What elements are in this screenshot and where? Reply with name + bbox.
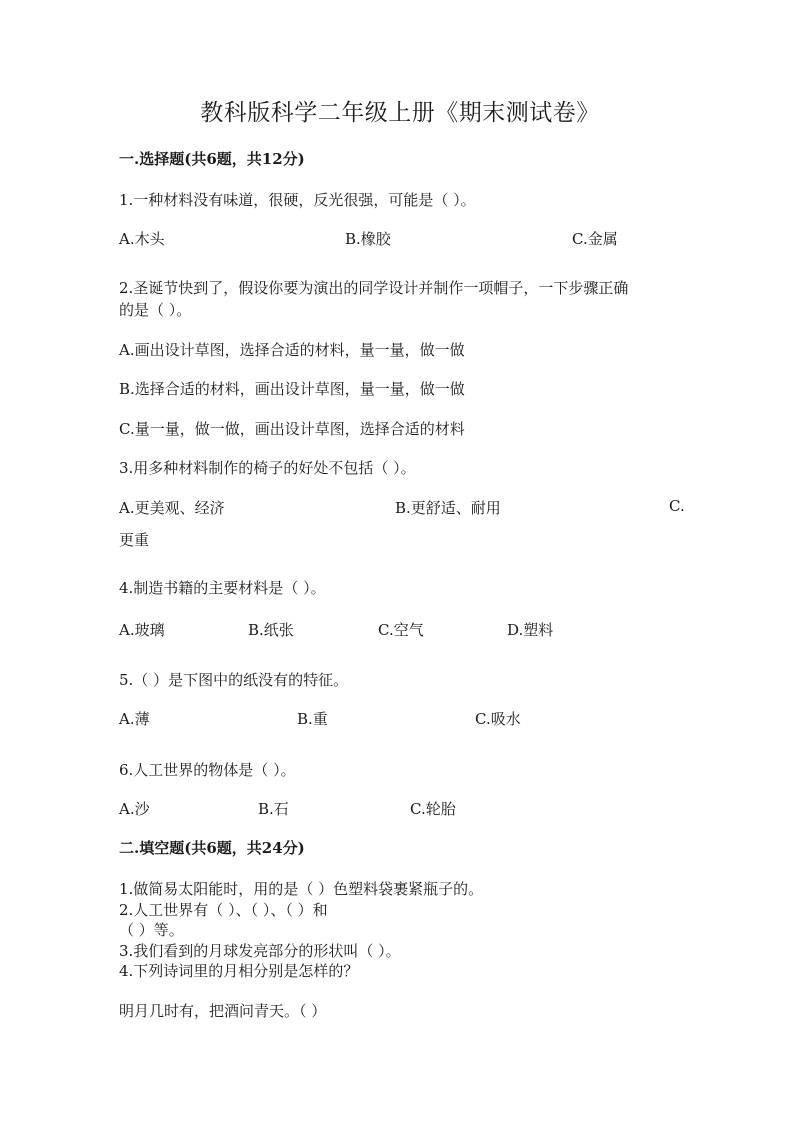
question-4-option-c: C.空气 [378,621,424,639]
question-2-option-a: A.画出设计草图，选择合适的材料，量一量，做一做 [119,341,465,359]
question-4-option-a: A.玻璃 [119,621,165,639]
fill-question-4: 4.下列诗词里的月相分别是怎样的？ [119,962,359,980]
question-3-option-c: C. [669,497,685,515]
fill-question-2-line1: 2.人工世界有（ ）、（ ）、（ ）和 [119,901,328,919]
question-2-stem-line2: 的是（ ）。 [119,301,192,319]
question-6-stem: 6.人工世界的物体是（ ）。 [119,761,296,779]
question-4-option-d: D.塑料 [507,621,554,639]
question-1-option-a: A.木头 [119,230,165,248]
question-3-stem: 3.用多种材料制作的椅子的好处不包括（ ）。 [119,459,416,477]
question-2-stem-line1: 2.圣诞节快到了，假设你要为演出的同学设计并制作一项帽子，一下步骤正确 [119,279,629,297]
fill-question-3: 3.我们看到的月球发亮部分的形状叫（ ）。 [119,942,401,960]
fill-question-2-line2: （ ）等。 [119,921,184,939]
question-2-option-c: C.量一量，做一做，画出设计草图，选择合适的材料 [119,420,465,438]
section-heading-choice: 一.选择题(共6题，共12分) [119,150,305,168]
section-heading-fill: 二.填空题(共6题，共24分) [119,839,305,857]
question-6-option-b: B.石 [258,800,289,818]
question-1-option-c: C.金属 [572,230,618,248]
question-3-option-c-text: 更重 [119,531,150,549]
document-title: 教科版科学二年级上册《期末测试卷》 [200,100,600,126]
question-6-option-c: C.轮胎 [410,800,456,818]
question-5-option-b: B.重 [297,710,328,728]
question-1-stem: 1.一种材料没有味道，很硬，反光很强，可能是（ ）。 [119,191,476,209]
question-6-option-a: A.沙 [119,800,150,818]
question-3-option-b: B.更舒适、耐用 [395,499,501,517]
question-4-stem: 4.制造书籍的主要材料是（ ）。 [119,579,326,597]
question-5-option-a: A.薄 [119,710,150,728]
fill-question-4-poem: 明月几时有，把酒问青天。（ ） [119,1002,327,1020]
question-5-stem: 5.（ ）是下图中的纸没有的特征。 [119,671,349,689]
question-3-option-a: A.更美观、经济 [119,499,225,517]
question-1-option-b: B.橡胶 [345,230,391,248]
question-4-option-b: B.纸张 [248,621,294,639]
question-2-option-b: B.选择合适的材料，画出设计草图，量一量，做一做 [119,380,465,398]
question-5-option-c: C.吸水 [475,710,521,728]
fill-question-1: 1.做简易太阳能时，用的是（ ）色塑料袋裹紧瓶子的。 [119,880,484,898]
